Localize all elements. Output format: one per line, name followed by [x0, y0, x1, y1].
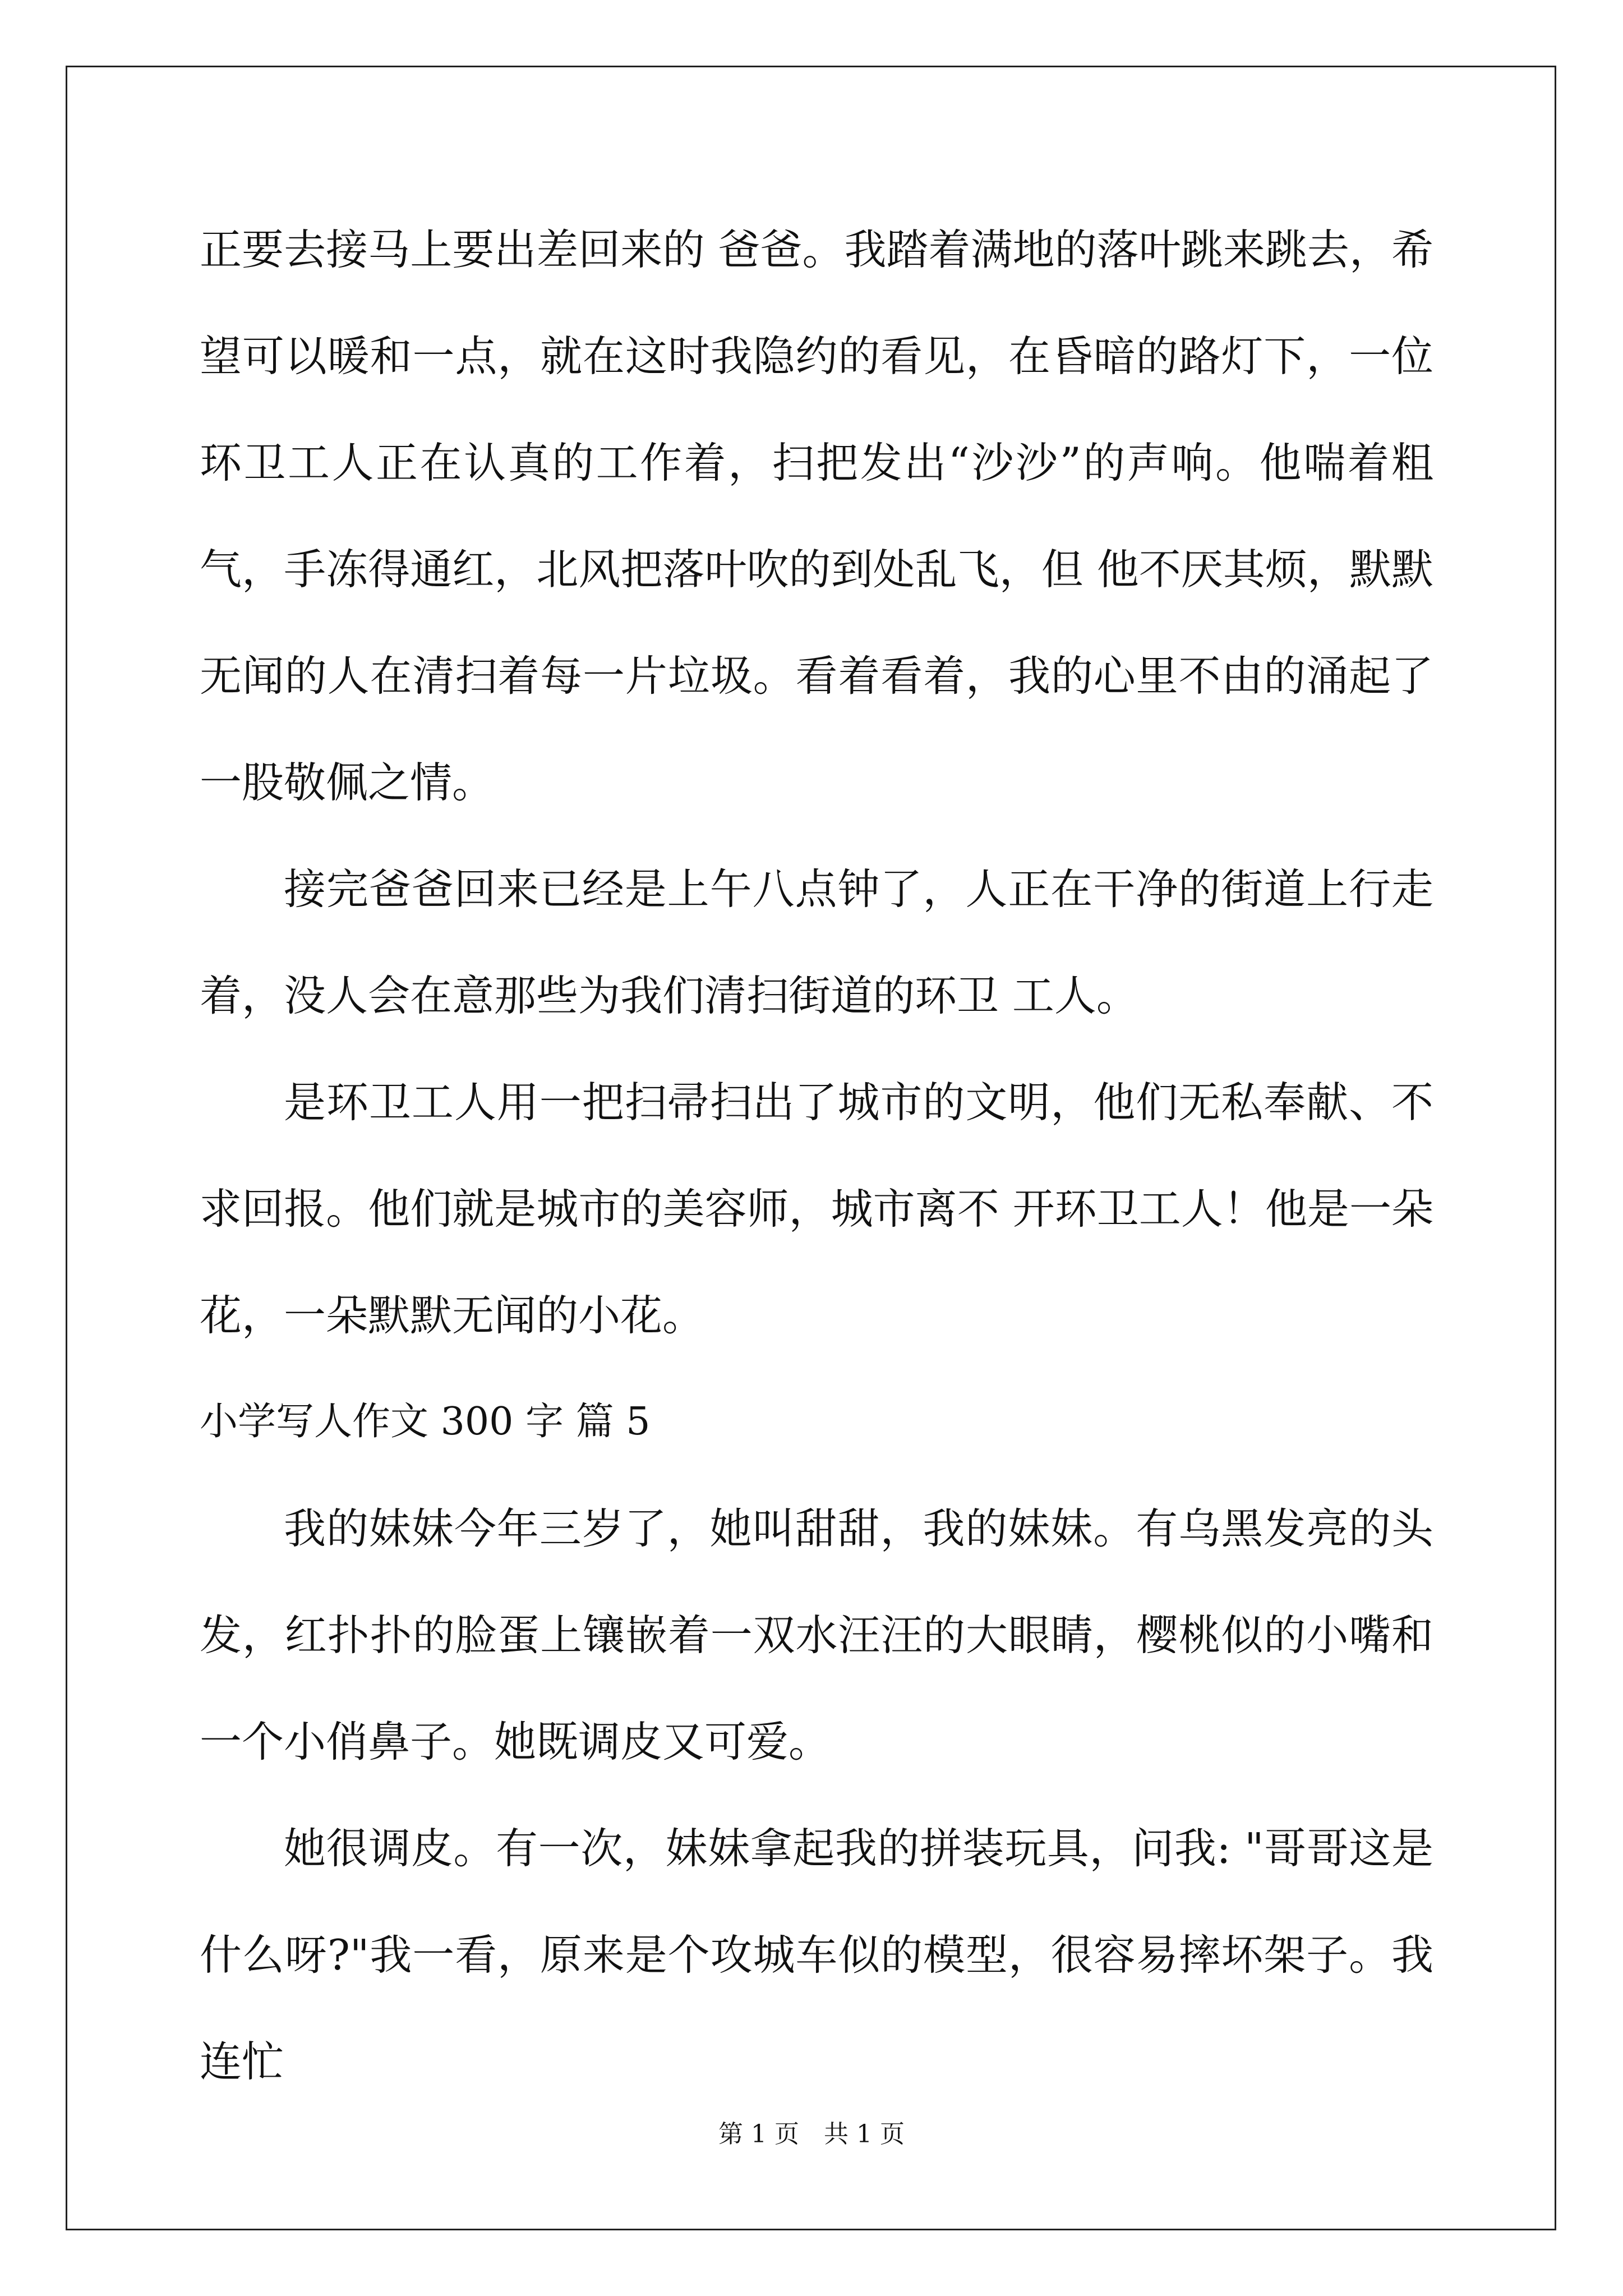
page-footer: 第 1 页 共 1 页 [718, 2120, 905, 2148]
paragraph-1: 正要去接马上要出差回来的 爸爸。我踏着满地的落叶跳来跳去，希望可以暖和一点，就在这时我隐约的看见，在昏暗的路灯下，一位环卫工人正在认真的工作着，扫把发出“沙沙”的声响。他喘着粗气，手冻得通红，北风把落叶吹的到处乱飞，但 他不厌其烦，默默无闻的人在清扫着每一片垃圾。看着看着，我的心里不由的涌起了一股敬佩之情。 [200, 225, 1433, 807]
section-heading: 小学写人作文 300 字 篇 5 [200, 1400, 651, 1444]
document-body [200, 196, 1433, 2115]
paragraph-4: 我的妹妹今年三岁了，她叫甜甜，我的妹妹。有乌黑发亮的头发，红扑扑的脸蛋上镶嵌着一双水汪汪的大眼睛，樱桃似的小嘴和一个小俏鼻子。她既调皮又可爱。 [200, 1504, 1433, 1766]
paragraph-3: 是环卫工人用一把扫帚扫出了城市的文明，他们无私奉献、不求回报。他们就是城市的美容师，城市离不 开环卫工人！他是一朵花，一朵默默无闻的小花。 [200, 1078, 1433, 1340]
paragraph-5: 她很调皮。有一次，妹妹拿起我的拼装玩具，问我: "哥哥这是什么呀?"我一看，原来是个攻城车似的模型，很容易摔坏架子。我连忙 [200, 1824, 1433, 2086]
paragraph-2: 接完爸爸回来已经是上午八点钟了，人正在干净的街道上行走着，没人会在意那些为我们清扫街道的环卫 工人。 [200, 864, 1433, 1020]
